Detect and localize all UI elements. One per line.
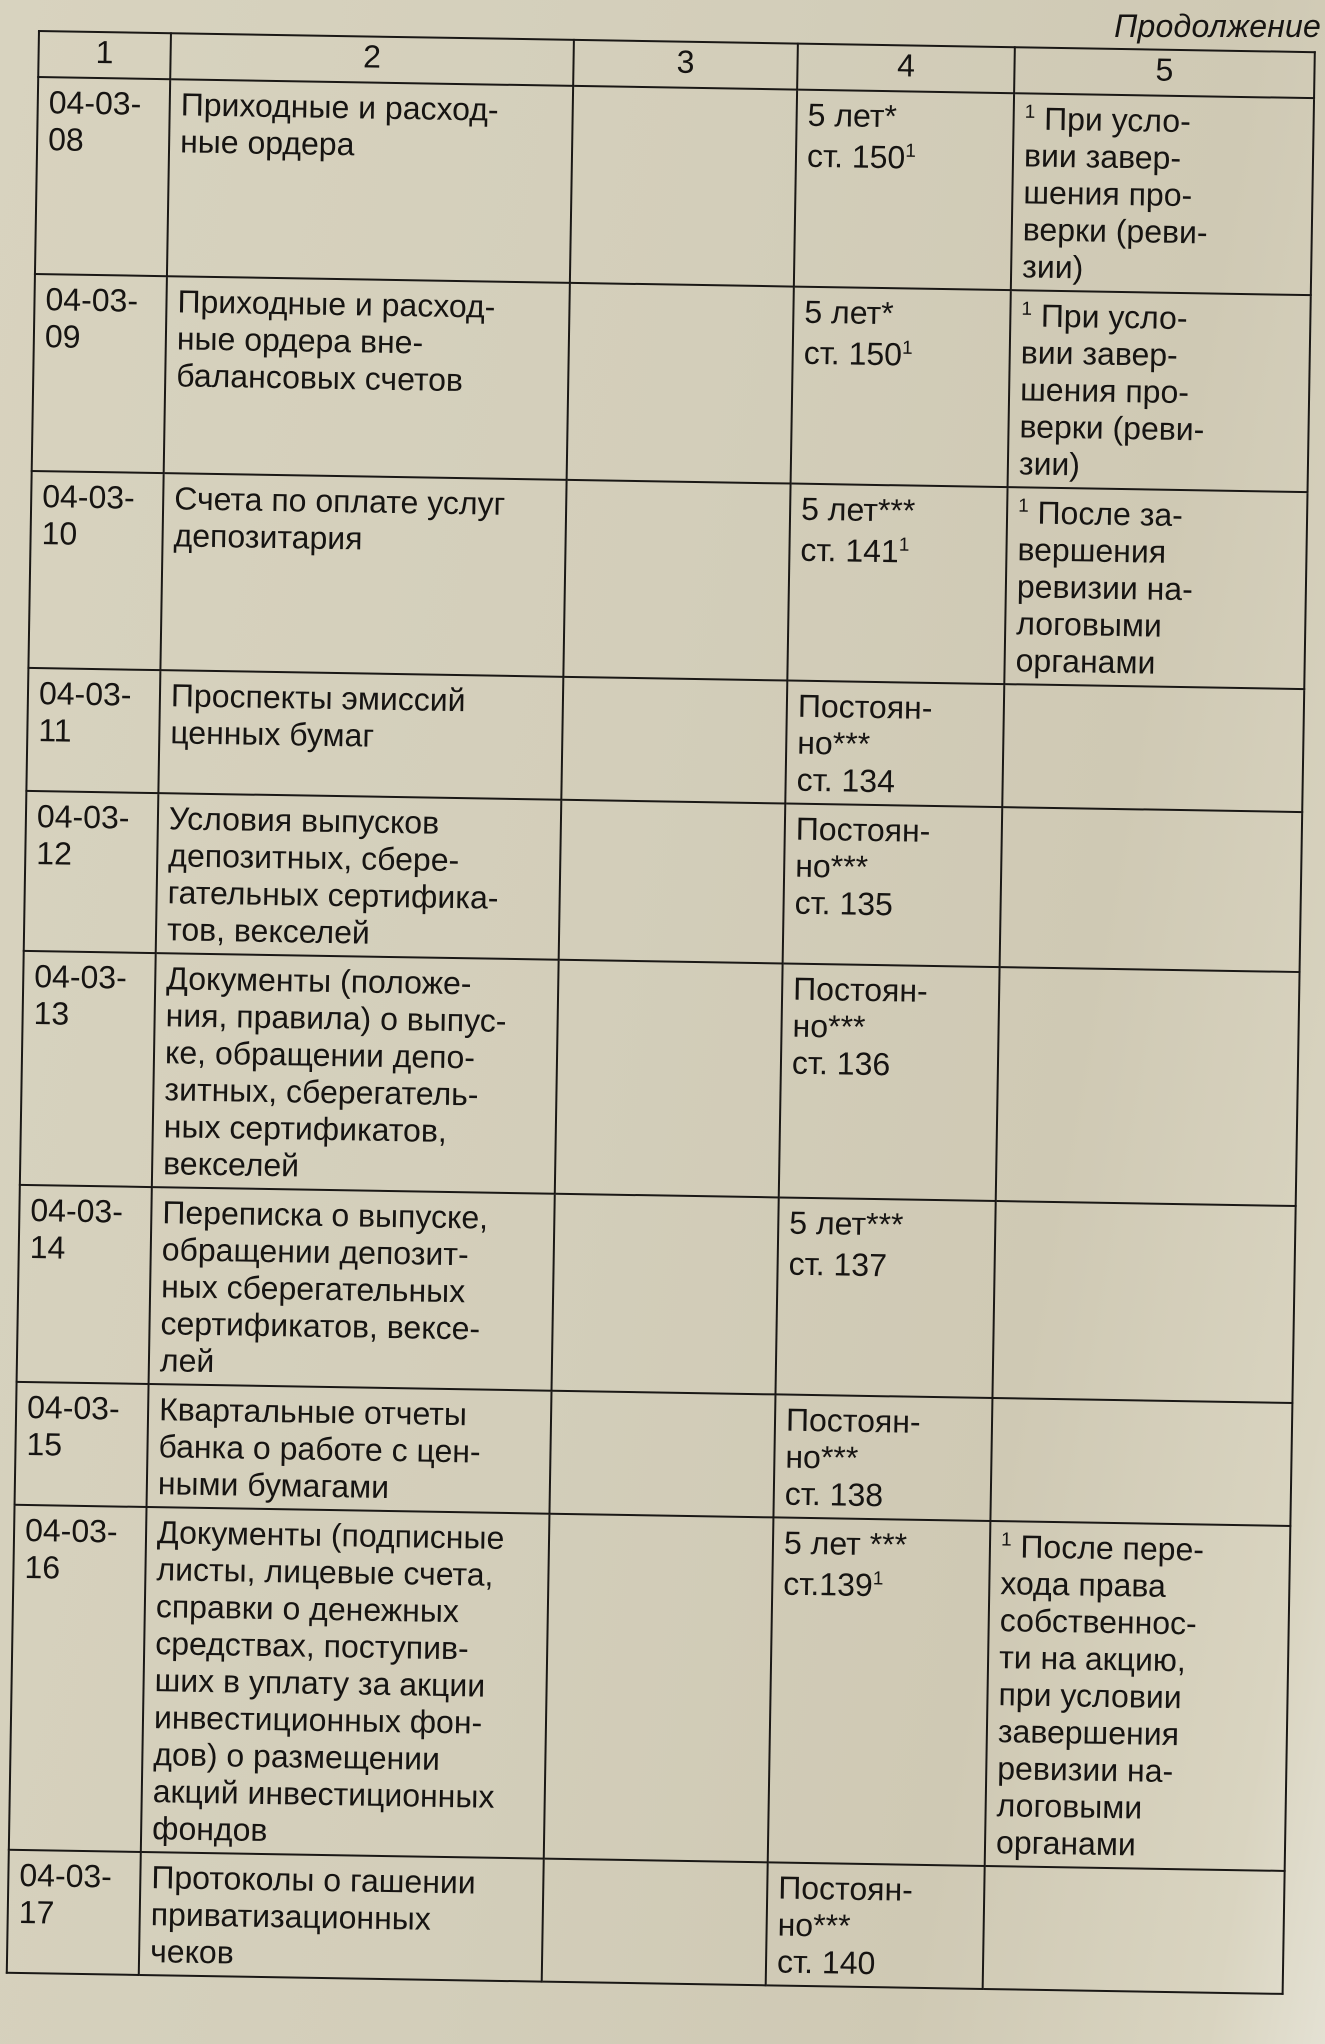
footnote-note-text: завершения [997,1713,1180,1753]
record-code: 04-03-17 [7,1850,141,1975]
footnote-note-text: ревизии на- [997,1750,1174,1790]
continuation-label: Продолжение [1114,8,1321,44]
article-number: ст. 141 [800,531,900,570]
retention-period-line: Постоян- [795,810,931,849]
empty-cell [549,1391,775,1518]
footnote-note-text: вии завер- [1020,334,1179,373]
footnote-note-line [1021,297,1302,339]
footnote-note-text: вии завер- [1023,137,1182,176]
record-title-line: акций инвестиционных [152,1773,495,1815]
table-row [7,1850,1285,1994]
record-code: 04-03-09 [32,274,167,473]
record-title [160,473,566,677]
record-title-line: Счета по оплате услуг [173,480,506,522]
footnote-note [992,1201,1295,1403]
record-title-line: ценных бумаг [170,714,375,754]
column-number-4: 4 [797,44,1015,94]
record-title [164,276,570,480]
footnote-note-text: При усло- [1043,100,1192,140]
record-title-line: Документы (подписные [156,1514,505,1556]
article-footnote-mark: 1 [872,1568,884,1590]
footnote-note-text: органами [1015,642,1156,681]
record-title-line: фондов [151,1810,268,1849]
table-row [17,1185,1296,1403]
footnote-note-text: собственнос- [999,1602,1198,1642]
record-title-line: ными бумагами [157,1465,390,1506]
retention-period-line: но*** [794,847,869,885]
footnote-note-line [1024,137,1305,179]
footnote-note-line [997,1750,1278,1792]
retention-period [783,803,1003,967]
record-title-line: Условия выпусков [168,800,440,841]
record-title [167,79,573,283]
article-reference [792,1045,990,1085]
article-number: ст. 150 [806,137,906,176]
article-number: ст. 136 [791,1044,891,1083]
retention-period [779,963,1000,1201]
article-reference [796,762,994,802]
record-title [156,793,562,960]
empty-cell [555,960,783,1198]
retention-period [791,287,1011,488]
article-number: ст. 135 [794,884,894,923]
record-title-line: векселей [162,1145,300,1184]
footnote-note-line [996,1787,1277,1829]
retention-period-line: Постоян- [785,1401,921,1440]
article-number: ст. 138 [784,1475,884,1514]
retention-period [785,681,1004,808]
article-footnote-mark: 1 [901,337,913,359]
empty-cell [561,677,787,804]
record-title-line: Переписка о выпуске, [162,1194,489,1236]
article-reference [788,1246,986,1286]
retention-period [766,1862,985,1989]
record-title-line: Приходные и расход- [177,283,496,325]
records-retention-table [6,30,1316,1995]
footnote-note-line [998,1713,1279,1755]
article-number: ст. 134 [796,761,896,800]
retention-period-line: 5 лет *** [783,1524,908,1563]
record-title-line: гательных сертифика- [167,874,499,916]
record-title [152,953,559,1194]
table-row [20,951,1300,1206]
note-footnote-mark: 1 [1000,1529,1012,1551]
footnote-note-text: При усло- [1040,297,1188,337]
article-number: ст. 140 [776,1943,876,1982]
footnote-note [996,967,1300,1206]
footnote-note-line [1017,531,1298,573]
retention-period-line: 5 лет* [804,293,894,332]
retention-period-line: Постоян- [778,1869,914,1908]
record-title-line: чеков [149,1933,235,1971]
retention-period [773,1394,992,1521]
table-row [35,77,1314,295]
note-footnote-mark: 1 [1018,495,1029,517]
note-footnote-mark: 1 [1021,298,1033,320]
empty-cell [552,1194,779,1395]
retention-period-line: но*** [777,1906,851,1944]
record-code: 04-03-11 [26,668,160,793]
footnote-note-line [999,1602,1280,1644]
article-reference [777,1944,975,1984]
record-code: 04-03-12 [24,791,159,953]
footnote-note-line [1019,408,1300,450]
footnote-note-line [1000,1565,1281,1607]
retention-period-line: 5 лет*** [800,490,916,529]
footnote-note [1000,807,1303,972]
article-reference [803,335,1001,375]
footnote-note-text: логовыми [1015,605,1163,644]
article-number: ст. 137 [788,1245,888,1284]
footnote-note-line [1022,248,1303,290]
table-row [28,471,1307,689]
empty-cell [559,800,786,964]
retention-period-line: но*** [796,724,871,762]
footnote-note [1004,487,1307,689]
record-title [147,1384,552,1514]
table-row [24,791,1302,972]
article-reference [783,1566,981,1606]
footnote-note [990,1398,1292,1526]
retention-period-line: 5 лет* [807,96,898,135]
empty-cell [567,283,794,484]
footnote-note-text: верки (реви- [1022,211,1208,251]
record-code: 04-03-14 [17,1185,152,1384]
record-title [139,1852,544,1982]
footnote-note-line [999,1639,1280,1681]
footnote-note-text: при условии [998,1676,1182,1716]
record-title-line: дов) о размещении [153,1736,441,1777]
footnote-note-text: вершения [1017,531,1167,570]
footnote-note-text: ревизии на- [1016,568,1194,608]
record-title-line: депозитных, сбере- [168,837,460,879]
table-body [7,77,1314,1994]
footnote-note-text: органами [995,1824,1137,1863]
empty-cell [544,1514,774,1863]
footnote-note-text: хода права [1000,1565,1167,1604]
article-reference [800,532,998,572]
footnote-note-line [1018,494,1299,536]
footnote-note-text: шения про- [1023,174,1193,214]
record-title-line: банка о работе с цен- [158,1428,481,1470]
record-title-line: зитных, сберегатель- [164,1071,479,1113]
footnote-note-text: логовыми [996,1787,1143,1826]
footnote-note-line [996,1824,1277,1866]
record-title-line: Квартальные отчеты [158,1391,468,1433]
footnote-note-line [1019,445,1300,487]
retention-period [787,484,1007,685]
column-number-3: 3 [573,40,798,90]
footnote-note-line [1016,605,1297,647]
table-row [9,1505,1291,1871]
empty-cell [542,1859,768,1986]
article-footnote-mark: 1 [905,140,917,162]
record-title-line: сертификатов, вексе- [160,1305,481,1347]
article-reference [794,885,992,925]
footnote-note [1011,93,1314,295]
record-title-line: Проспекты эмиссий [170,677,466,719]
record-title-line: ных сертификатов, [163,1108,448,1149]
footnote-note-text: верки (реви- [1019,408,1205,448]
column-number-2: 2 [170,33,574,86]
record-title-line: приватизационных [150,1896,432,1937]
footnote-note-line [1024,100,1305,142]
footnote-note-line [1023,211,1304,253]
footnote-note-line [1015,642,1296,684]
footnote-note-line [1001,1528,1282,1570]
record-title-line: тов, векселей [166,911,371,951]
record-title-line: балансовых счетов [175,357,464,399]
footnote-note-line [1020,334,1301,376]
retention-period-line: Постоян- [792,970,929,1009]
table-row [32,274,1311,492]
record-code: 04-03-08 [35,77,170,276]
column-number-5: 5 [1014,47,1315,98]
record-title-line: ные ордера [179,123,355,163]
record-title-line: Приходные и расход- [180,86,499,128]
record-title-line: депозитария [173,517,363,557]
record-title-line: Документы (положе- [165,960,472,1002]
record-title-line: ные ордера вне- [176,320,424,361]
record-title-line: справки о денежных [155,1588,460,1630]
retention-period [775,1197,995,1398]
record-title-line: обращении депозит- [161,1231,469,1273]
article-footnote-mark: 1 [898,534,910,556]
footnote-note-line [1023,174,1304,216]
footnote-note-text: зии) [1018,445,1081,483]
record-code: 04-03-10 [28,471,163,670]
record-title-line: ных сберегательных [160,1268,466,1310]
record-title-line: ке, обращении депо- [164,1034,476,1076]
empty-cell [570,86,797,287]
table-row [26,668,1304,812]
record-title [149,1187,555,1391]
article-reference [807,138,1005,178]
record-title-line: листы, лицевые счета, [156,1551,494,1593]
article-reference [785,1476,983,1516]
footnote-note-text: ти на акцию, [998,1639,1187,1679]
retention-period-line: 5 лет*** [789,1204,904,1243]
retention-period [768,1517,991,1866]
footnote-note-text: зии) [1021,248,1084,286]
footnote-note [983,1866,1285,1994]
retention-period [794,90,1014,291]
article-number: ст. 150 [803,334,903,373]
retention-period-line: но*** [785,1438,859,1476]
record-title-line: средствах, поступив- [154,1625,469,1667]
record-code: 04-03-13 [20,951,156,1187]
note-footnote-mark: 1 [1024,101,1036,123]
record-code: 04-03-15 [15,1382,149,1507]
footnote-note-line [998,1676,1279,1718]
footnote-note-line [1017,568,1298,610]
record-title-line: инвестиционных фон- [153,1699,483,1741]
record-title-line: лей [159,1342,215,1380]
table-row [15,1382,1293,1526]
record-title-line: ших в уплату за акции [154,1662,486,1704]
footnote-note [1008,290,1311,492]
record-title [158,670,563,800]
footnote-note [985,1521,1291,1871]
retention-period-line: но*** [792,1007,866,1045]
column-number-1: 1 [38,31,171,79]
footnote-note-text: После за- [1037,494,1184,534]
footnote-note-text: шения про- [1019,371,1190,411]
retention-period-line: Постоян- [797,687,933,726]
empty-cell [563,480,790,681]
footnote-note-text: После пере- [1020,1528,1205,1568]
footnote-note-line [1020,371,1301,413]
footnote-note [1002,684,1304,812]
record-code: 04-03-16 [9,1505,147,1852]
record-title-line: Протоколы о гашении [151,1859,476,1901]
record-title-line: ния, правила) о выпус- [165,997,507,1039]
article-number: ст.139 [783,1565,874,1604]
record-title [141,1507,550,1859]
